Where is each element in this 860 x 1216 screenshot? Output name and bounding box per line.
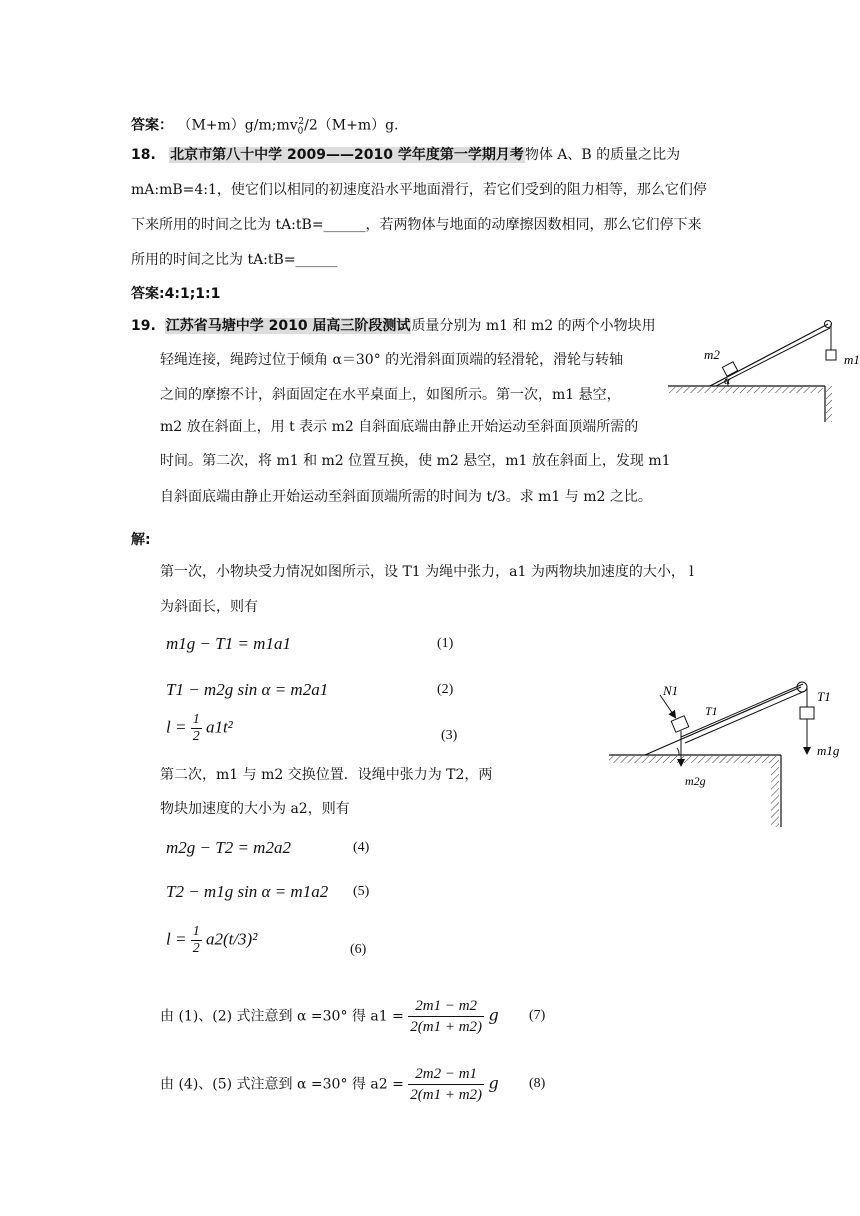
- label-m2g: m2g: [685, 774, 706, 788]
- eq5: T2 − m1g sin α = m1a2: [166, 882, 329, 901]
- solution-p2b: 物块加速度的大小为 a2，则有: [160, 801, 350, 817]
- eq6: l = $\frac{1}{2}$ a2(t/3)²: [166, 924, 258, 956]
- q18-number: 18.: [131, 147, 156, 163]
- eq4-num: (4): [353, 840, 370, 855]
- solution-p1a: 第一次，小物块受力情况如图所示，设 T1 为绳中张力，a1 为两物块加速度的大小， l: [160, 564, 694, 580]
- label-m1: m1: [844, 352, 860, 367]
- solution-p1b: 为斜面长，则有: [160, 599, 258, 615]
- q18-source: 北京市第八十中学 2009——2010 学年度第一学期月考: [170, 147, 524, 163]
- label-m1g: m1g: [817, 743, 840, 758]
- eq2: T1 − m2g sin α = m2a1: [166, 680, 329, 699]
- q19-line3: 之间的摩擦不计，斜面固定在水平桌面上，如图所示。第一次，m1 悬空，: [160, 387, 621, 403]
- eq1-num: (1): [437, 636, 454, 651]
- q18-line1: 18. 北京市第八十中学 2009——2010 学年度第一学期月考物体 A、B 的质量之比为: [131, 147, 681, 163]
- eq7: 由 (1)、(2) 式注意到 α =30° 得 a1 = $\frac{2m1 - m2}{2(m1 + m2)}$ g: [160, 998, 499, 1035]
- label-alpha: α: [724, 373, 731, 387]
- eq6-num: (6): [350, 942, 367, 957]
- q19-line2: 轻绳连接，绳跨过位于倾角 α＝30° 的光滑斜面顶端的轻滑轮，滑轮与转轴: [160, 352, 624, 368]
- q19-line5: 时间。第二次，将 m1 和 m2 位置互换，使 m2 悬空，m1 放在斜面上，发现 m1: [160, 453, 671, 469]
- eq8-num: (8): [529, 1076, 546, 1091]
- label-T1-rope: T1: [705, 704, 718, 718]
- answer-label: 答案：: [131, 117, 173, 134]
- q18-line2: mA:mB=4:1，使它们以相同的初速度沿水平地面滑行，若它们受到的阻力相等，那么它们停: [131, 182, 707, 198]
- q18-line4: 所用的时间之比为 tA:tB=______: [131, 252, 338, 268]
- force-diagram: [605, 665, 850, 830]
- eq7-num: (7): [529, 1008, 546, 1023]
- q19-line4: m2 放在斜面上，用 t 表示 m2 自斜面底端由静止开始运动至斜面顶端所需的: [160, 419, 639, 435]
- solution-label: 解:: [131, 532, 151, 548]
- eq1: m1g − T1 = m1a1: [166, 634, 291, 653]
- label-T1: T1: [817, 689, 831, 704]
- q19-line1: 19. 江苏省马塘中学 2010 届高三阶段测试质量分别为 m1 和 m2 的两个小物块用: [131, 318, 656, 334]
- solution-p2a: 第二次，m1 与 m2 交换位置．设绳中张力为 T2，两: [160, 767, 493, 783]
- label-m2: m2: [704, 347, 720, 362]
- incline-figure: [660, 310, 860, 435]
- answer-18: 答案:4:1;1:1: [131, 286, 221, 302]
- q19-number: 19.: [131, 318, 156, 334]
- eq5-num: (5): [353, 884, 370, 899]
- eq8: 由 (4)、(5) 式注意到 α =30° 得 a2 = $\frac{2m2 - m1}{2(m1 + m2)}$ g: [160, 1066, 499, 1103]
- label-N1: N1: [663, 683, 679, 698]
- eq4: m2g − T2 = m2a2: [166, 838, 291, 857]
- eq3: l = $\frac{1}{2}$ a1t²: [166, 712, 233, 744]
- q19-line6: 自斜面底端由静止开始运动至斜面顶端所需的时间为 t/3。求 m1 与 m2 之比。: [160, 489, 652, 505]
- eq2-num: (2): [437, 682, 454, 697]
- answer-prev: 答案： $(M+m)g/m;mv_0^2/2(M+m)g$.: [131, 117, 399, 137]
- answer-text: （M+m）g/m;mv: [177, 117, 298, 134]
- eq3-num: (3): [441, 728, 458, 743]
- q19-source: 江苏省马塘中学 2010 届高三阶段测试: [165, 318, 411, 334]
- q18-line3: 下来所用的时间之比为 tA:tB=______，若两物体与地面的动摩擦因数相同，那么它们停下来: [131, 217, 702, 233]
